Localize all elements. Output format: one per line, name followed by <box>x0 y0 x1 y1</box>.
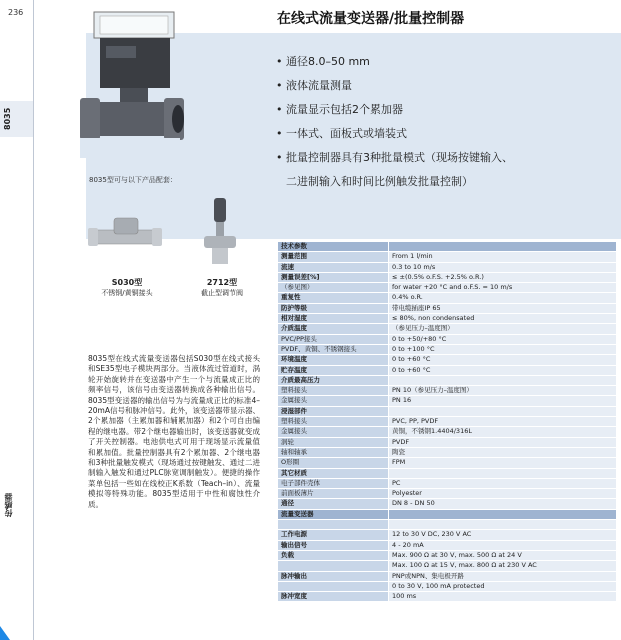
spec-row <box>278 499 616 509</box>
spec-value: 带电缆插座IP 65 <box>389 303 617 313</box>
spec-value: （参见压力–温度图） <box>389 324 617 334</box>
side-tab-bottom-label: 传感器 <box>4 493 13 517</box>
spec-row <box>278 283 616 293</box>
spec-row <box>278 375 616 385</box>
spec-key: 浸湿部件 <box>278 406 389 416</box>
spec-row <box>278 520 616 530</box>
spec-value <box>389 375 617 385</box>
spec-key: 前面板薄片 <box>278 489 389 499</box>
spec-value: 12 to 30 V DC, 230 V AC <box>389 530 617 540</box>
spec-key: 相对湿度 <box>278 314 389 324</box>
spec-key: PVDF、黄铜、不锈钢接头 <box>278 344 389 354</box>
spec-value: Max. 900 Ω at 30 V, max. 500 Ω at 24 V <box>389 550 617 560</box>
spec-value: FPM <box>389 458 617 468</box>
spec-value: PVDF <box>389 437 617 447</box>
spec-key: 流速 <box>278 262 389 272</box>
page-title: 在线式流量变送器/批量控制器 <box>277 11 465 27</box>
spec-key: 塑料接头 <box>278 386 389 396</box>
feature-list <box>276 50 616 194</box>
spec-value <box>389 242 617 252</box>
spec-key: 输出信号 <box>278 540 389 550</box>
spec-key: 金属接头 <box>278 396 389 406</box>
spec-value: From 1 l/min <box>389 252 617 262</box>
spec-key: 金属接头 <box>278 427 389 437</box>
product-model: 2712型 <box>206 278 238 287</box>
spec-row <box>278 324 616 334</box>
spec-value: 0.4% o.R. <box>389 293 617 303</box>
spec-key: PVC/PP接头 <box>278 334 389 344</box>
feature-item: 二进制输入和时间比例触发批量控制） <box>286 175 473 188</box>
spec-value: 陶瓷 <box>389 447 617 457</box>
spec-key <box>278 520 389 530</box>
spec-row <box>278 509 616 519</box>
product-model: S030型 <box>111 278 143 287</box>
spec-key: 电子部件壳体 <box>278 478 389 488</box>
spec-row <box>278 272 616 282</box>
spec-value: Max. 100 Ω at 15 V, max. 800 Ω at 230 V AC <box>389 561 617 571</box>
feature-item: • 流量显示包括2个累加器 <box>276 103 403 116</box>
product-desc: 截止型调节阀 <box>201 289 243 297</box>
spec-value: PNP或NPN、集电极开路 <box>389 571 617 581</box>
compat-label: 8035型可与以下产品配套： <box>89 176 177 184</box>
spec-key: 贮存温度 <box>278 365 389 375</box>
fitting-s030-image <box>88 212 168 260</box>
spec-row <box>278 355 616 365</box>
spec-row <box>278 530 616 540</box>
spec-value <box>389 509 617 519</box>
spec-key: 测量范围 <box>278 252 389 262</box>
spec-key: 负载 <box>278 550 389 560</box>
feature-item: • 通径8.0–50 mm <box>276 55 370 68</box>
spec-key: 其它材质 <box>278 468 389 478</box>
spec-value: 0 to 30 V, 100 mA protected <box>389 581 617 591</box>
spec-row <box>278 365 616 375</box>
spec-row <box>278 458 616 468</box>
spec-row <box>278 550 616 560</box>
spec-row <box>278 447 616 457</box>
spec-value: ≤ 80%, non condensated <box>389 314 617 324</box>
spec-row <box>278 571 616 581</box>
spec-value: ≤ ±(0.5% o.F.S. +2.5% o.R.) <box>389 272 617 282</box>
feature-item: • 批量控制器具有3种批量模式（现场按键输入、 <box>276 151 513 164</box>
spec-key: 介质最高压力 <box>278 375 389 385</box>
spec-row <box>278 314 616 324</box>
spec-key: 工作电源 <box>278 530 389 540</box>
spec-key: （参见图） <box>278 283 389 293</box>
spec-row <box>278 252 616 262</box>
spec-value: for water +20 °C and o.F.S. = 10 m/s <box>389 283 617 293</box>
spec-value: 0 to +60 °C <box>389 365 617 375</box>
spec-value: 100 ms <box>389 592 617 602</box>
spec-value: 4 - 20 mA <box>389 540 617 550</box>
valve-2712-image <box>196 196 246 270</box>
spec-row <box>278 468 616 478</box>
spec-row <box>278 489 616 499</box>
spec-value <box>389 406 617 416</box>
spec-key: 塑料接头 <box>278 417 389 427</box>
spec-value <box>389 468 617 478</box>
spec-table <box>278 242 616 602</box>
spec-key <box>278 561 389 571</box>
side-tab-top-label: 8035 <box>3 107 12 131</box>
spec-row <box>278 262 616 272</box>
feature-item: • 液体流量测量 <box>276 79 352 92</box>
spec-value: 0 to +50/+80 °C <box>389 334 617 344</box>
spec-key: 脉冲输出 <box>278 571 389 581</box>
spec-row <box>278 406 616 416</box>
spec-key: 环境温度 <box>278 355 389 365</box>
spec-key: 防护等级 <box>278 303 389 313</box>
spec-value <box>389 520 617 530</box>
spec-value: 0 to +60 °C <box>389 355 617 365</box>
spec-key: 脉冲宽度 <box>278 592 389 602</box>
corner-mark <box>0 620 10 640</box>
spec-row <box>278 293 616 303</box>
spec-key: 重复性 <box>278 293 389 303</box>
spec-row <box>278 396 616 406</box>
spec-value: PN 16 <box>389 396 617 406</box>
spec-key: 介质温度 <box>278 324 389 334</box>
feature-item: • 一体式、面板式或墙装式 <box>276 127 407 140</box>
spec-row <box>278 437 616 447</box>
spec-value: PN 10（参见压力–温度图） <box>389 386 617 396</box>
spec-row <box>278 334 616 344</box>
spec-key: 技术参数 <box>278 242 389 252</box>
page-number: 236 <box>8 8 24 17</box>
spec-row <box>278 417 616 427</box>
spec-row <box>278 303 616 313</box>
spec-value: PC <box>389 478 617 488</box>
spec-value: 0 to +100 °C <box>389 344 617 354</box>
description-text: 8035型在线式流量变送器包括S030型在线式接头和SE35型电子模块两部分。当液体流过管道时，涡轮开始旋转并在变送器中产生一个与流量成正比的频率信号，该信号由变送器转换成各种输出信号。8035型变送器的输出信号为与流量成正比的标准4–20mA信号和脉冲信号。此外，该变送器带显示器、2个累加器（主累加器和辅累加器）和2个可自由编程的继电器。带2个继电器输出时，该变送器就变成了开关控制器。电池供电式可用于现场显示流量值和累加值。批量控制器具有2个累加器、2个继电器和3种批量触发模式（现场通过按键触发、通过二进制输入触发和通过PLC脉宽调制触发）。便捷的操作菜单包括一些如在线校正K系数（Teach–in）、流量模拟等特殊功能。8035型适用于中性和腐蚀性介质。 <box>88 354 260 509</box>
spec-key <box>278 581 389 591</box>
spec-value: 黄铜，不锈钢1.4404/316L <box>389 427 617 437</box>
spec-row <box>278 592 616 602</box>
spec-row <box>278 478 616 488</box>
spec-key: 通径 <box>278 499 389 509</box>
spec-row <box>278 386 616 396</box>
spec-row <box>278 561 616 571</box>
side-rule <box>33 0 34 640</box>
spec-key: 测量误差[%] <box>278 272 389 282</box>
spec-value: Polyester <box>389 489 617 499</box>
spec-row <box>278 344 616 354</box>
spec-row <box>278 540 616 550</box>
spec-row <box>278 427 616 437</box>
spec-value: 0.3 to 10 m/s <box>389 262 617 272</box>
spec-key: 流量变送器 <box>278 509 389 519</box>
spec-value: PVC, PP, PVDF <box>389 417 617 427</box>
spec-key: O形圈 <box>278 458 389 468</box>
spec-key: 轴和轴承 <box>278 447 389 457</box>
spec-value: DN 8 - DN 50 <box>389 499 617 509</box>
spec-key: 涡轮 <box>278 437 389 447</box>
flow-transmitter-image <box>80 2 190 172</box>
spec-row <box>278 242 616 252</box>
spec-row <box>278 581 616 591</box>
product-desc: 不锈钢/黄铜接头 <box>101 289 153 297</box>
